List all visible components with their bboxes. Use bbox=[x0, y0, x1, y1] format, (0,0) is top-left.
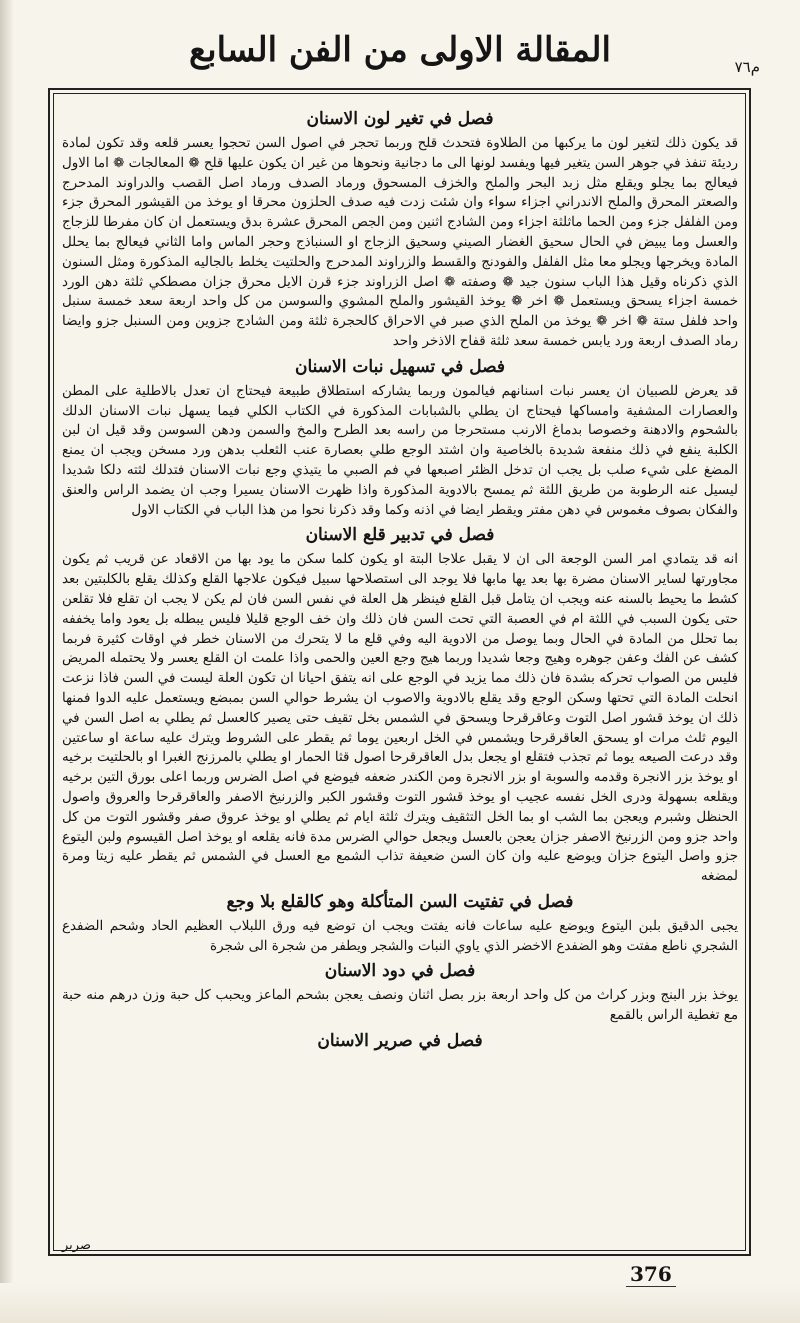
section-body: قد يكون ذلك لتغير لون ما يركبها من الطلاوة فتحدث قلح وربما تحجر في اصول السن تحجوا يعسر قلعه وقد تكون لمادة رديئة تنفذ في جوهر السن يتغير فيها ويفسد لونها الى ما دجانية ونحوها من غير ان يكون عليها قلح ❁ المعالجات ❁ اما الاول فيعالج بما يجلو ويقلع مثل زبد البحر والملح والخزف المسحوق ورماد الصدف ورماد اصل القصب والدراوند المدحرج والصعتر المحرق والملح الاندراني اجزاء سواء وان شئت زدت فيه صدف الحلزون محرقا او يوخذ من القيشور المحرق جزء ومن الفلفل جزء ومن الحما ماثلثة اجزاء ومن الشادج اثنين ومن الجص المحرق عشرة بدق ويستعمل ان كان مفرطا للزجاج والعسل وما يبيض في الحال سحيق الغضار الصيني وسحيق الزجاج او السنباذج وحجر الماس واما الثاني فيعالج بما يحلل المادة ويخرجها ويجلو معا مثل الفلفل والفودنج والقسط والزراوند المدحرج والحلتيت يخلط بالجاليه المذكورة ومثل السنون الذي ذكرناه وقيل هذا الباب سنون جيد ❁ وصفته ❁ اصل الزراوند جزء قرن الايل محرق جزان مصطكي ثلثة دهن الورد خمسة اجزاء يسحق ويستعمل ❁ اخر ❁ يوخذ القيشور والملح المشوي والسوسن من كل واحد اربعة سعد خمسة سنبل واحد فلفل ستة ❁ اخر ❁ يوخذ من الملح الذي صبر في الاحراق كالحجرة ثلثة ومن الشادج جزوين ومن السنبل جزو وايضا رماد الصدف اربعة ورد يابس خمسة سعد ثلثة قفاح الاذخر واحد bbox=[62, 136, 738, 349]
section-heading: فصل في صرير الاسنان bbox=[317, 1031, 483, 1052]
section-tooth-worms bbox=[62, 958, 738, 1026]
page-number: 376 bbox=[626, 1262, 676, 1287]
section-body: يجبى الدقيق بلبن اليتوع ويوضع عليه ساعات فانه يفتت ويجب ان توضع فيه ورق اللبلاب العظيم الحاد وشحم الضفدع الشجري ناطع مفتت وهو الضفدع الاخضر الذي ياوي النبات والشجر ويطفر من شجرة الى شجرة bbox=[62, 918, 738, 954]
page-header bbox=[40, 20, 760, 82]
page-bottom-shade bbox=[0, 1283, 800, 1323]
section-tooth-crumbling bbox=[62, 889, 738, 957]
section-body: انه قد يتمادي امر السن الوجعة الى ان لا يقبل علاجا البتة او يكون كلما سكن ما يود بها من الاقعاد عن قريب ثم يكون مجاورتها لساير الاسنان مضرة بها بعد يها مابها فلا يوجد الى استصلاحها سبيل فيكون علاجها القلع وكذلك يقلع بالكلبتين بعد كشط ما يحيط بالسنه عنه ويجب ان يتامل قبل القلع فينظر هل العلة في نفس السن فان لم يكن لا يجب ان تقلع فلا تقلعن حتى يكون السبب في اللثة ام في العصبة التي تحت السن فان ذلك وان خف الوجع قليلا فليس يبطله بل يعود واما يخففه بما تحلل من المادة في الحال وبما يوصل من الادوية اليه وفي قلع ما لا يتحرك من الاسنان خطر في اوقات كثيرة فربما كشف عن الفك وعفن جوهره وهيج وجعا شديدا وربما هيج وجع العين والحمى واذا علمت ان القلع يعسر ولا يحتمله المريض فليس من الصواب تحركه بشدة فان ذلك مما يزيد في الوجع على انه يتفق احيانا ان تكون العلة ليست في السن فاذا نزعت انحلت المادة التي تحتها وسكن الوجع وقد يقلع بالادوية والاصوب ان يشرط حوالي السن بمبضع ويستعمل عليه الدوا فمنها ذلك ان يوخذ قشور اصل التوت وعاقرقرحا ويسحق في الشمس بخل تقيف حتى يصير كالعسل ثم يطلي به اصل السن في اليوم ثلث مرات او يسحق العاقرقرحا ويشمس في الخل اربعين يوما ثم يقطر على الشروط ويترك عليه ساعة او ساعتين وقد درعت الصيعه يوما ثم تجذب فتقلع او يجعل بدل العاقرقرحا اصول قثا الحمار او يطلي بالمرزنج الغبرا او بالحلتيت برخيه او يوخذ بزر الانجرة وقدمه والسوبة او بزر الانجرة ومن الكندر ضعفه فيوضع في اصل الضرس وربما اعلى بورق التين برخيه ويقلعه بسهولة ودرى الخل نفسه عجيب او يوخذ قشور التوت وقشور الكبر والزرنيخ الاصفر والعاقرقرحا والعروق واصول الحنظل وشبرم ويعجن بما الشب او بما الخل التثقيف ويترك ثلثة ايام ثم يطلي او يوخذ عروق صفر وقشور التوت من كل واحد جزو ومن الزرنيخ الاصفر جزان يعجن بالعسل ويجعل حوالي الضرس مدة فانه يقلعه او يوخذ اصل القيسوم ولبن اليتوع جزو واصل اليتوع جزان ويوضع عليه وان كان السن ضعيفة تذاب الشمع مع العسل في الشمس ثم يقطر عليه زيتا ومرة لمضغه bbox=[62, 552, 738, 885]
section-body: قد يعرض للصبيان ان يعسر نبات اسنانهم فيالمون وربما يشاركه استطلاق طبيعة فيحتاج ان تعدل بالاطلية على المطن والعصارات المشفية وامساكها فيحتاج ان يطلي بالشبابات المذكورة في الكتاب الكلي فيما يسهل نبات الاسنان الدلك بالشحوم والادهنة وخصوصا بدماغ الارنب مستحرجا من راسه بعد الطرح والمخ والسمن ودهن السوسن وقد قيل ان لبن الكلبة ينفع في ذلك منفعة شديدة بالخاصية وان اشتد الوجع طلي بعصارة عنب الثعلب بدهن ورد مسخن ويجب ان يمنع المضغ على شيء صلب بل يجب ان تدخل الظئر اصبعها في فم الصبي ما يتيذي وجع نبات الاسنان فتدلك لثته دلكا شديدا ليسيل عنه الرطوبة من طريق اللثة ثم يمسح بالادوية المذكورة واذا ظهرت الاسنان يسيرا وجب ان يضمد الراس والعنق والفكان بصوف مغموس في دهن مفتر ويقطر ايضا في اذنه وكما وقد ذكرنا نحوا من هذا الباب في الكتاب الاول bbox=[62, 383, 738, 518]
page-edge-shadow bbox=[0, 0, 14, 1323]
section-teething bbox=[62, 354, 738, 521]
section-teeth-grinding bbox=[62, 1028, 738, 1054]
catchword: صرير bbox=[62, 1238, 92, 1253]
page-reference: م٧٦ bbox=[734, 58, 760, 76]
section-heading: فصل في تغير لون الاسنان bbox=[306, 109, 494, 129]
running-title: المقالة الاولى من الفن السابع bbox=[189, 30, 611, 70]
section-tooth-extraction bbox=[62, 522, 738, 887]
section-heading: فصل في دود الاسنان bbox=[324, 961, 476, 982]
section-heading: فصل في تدبير قلع الاسنان bbox=[305, 525, 495, 546]
section-heading: فصل في تسهيل نبات الاسنان bbox=[295, 356, 505, 377]
section-heading: فصل في تفتيت السن المتأكلة وهو كالقلع بلا وجع bbox=[226, 891, 574, 912]
main-text-block bbox=[62, 104, 738, 1234]
section-tooth-discoloration bbox=[62, 106, 738, 352]
section-body: يوخذ بزر البنج وبزر كراث من كل واحد اربعة بزر بصل اثنان ونصف يعجن بشحم الماعز ويحبب كل حبة وزن درهم منه حبة مع تغطية الراس بالقمع bbox=[62, 988, 738, 1024]
